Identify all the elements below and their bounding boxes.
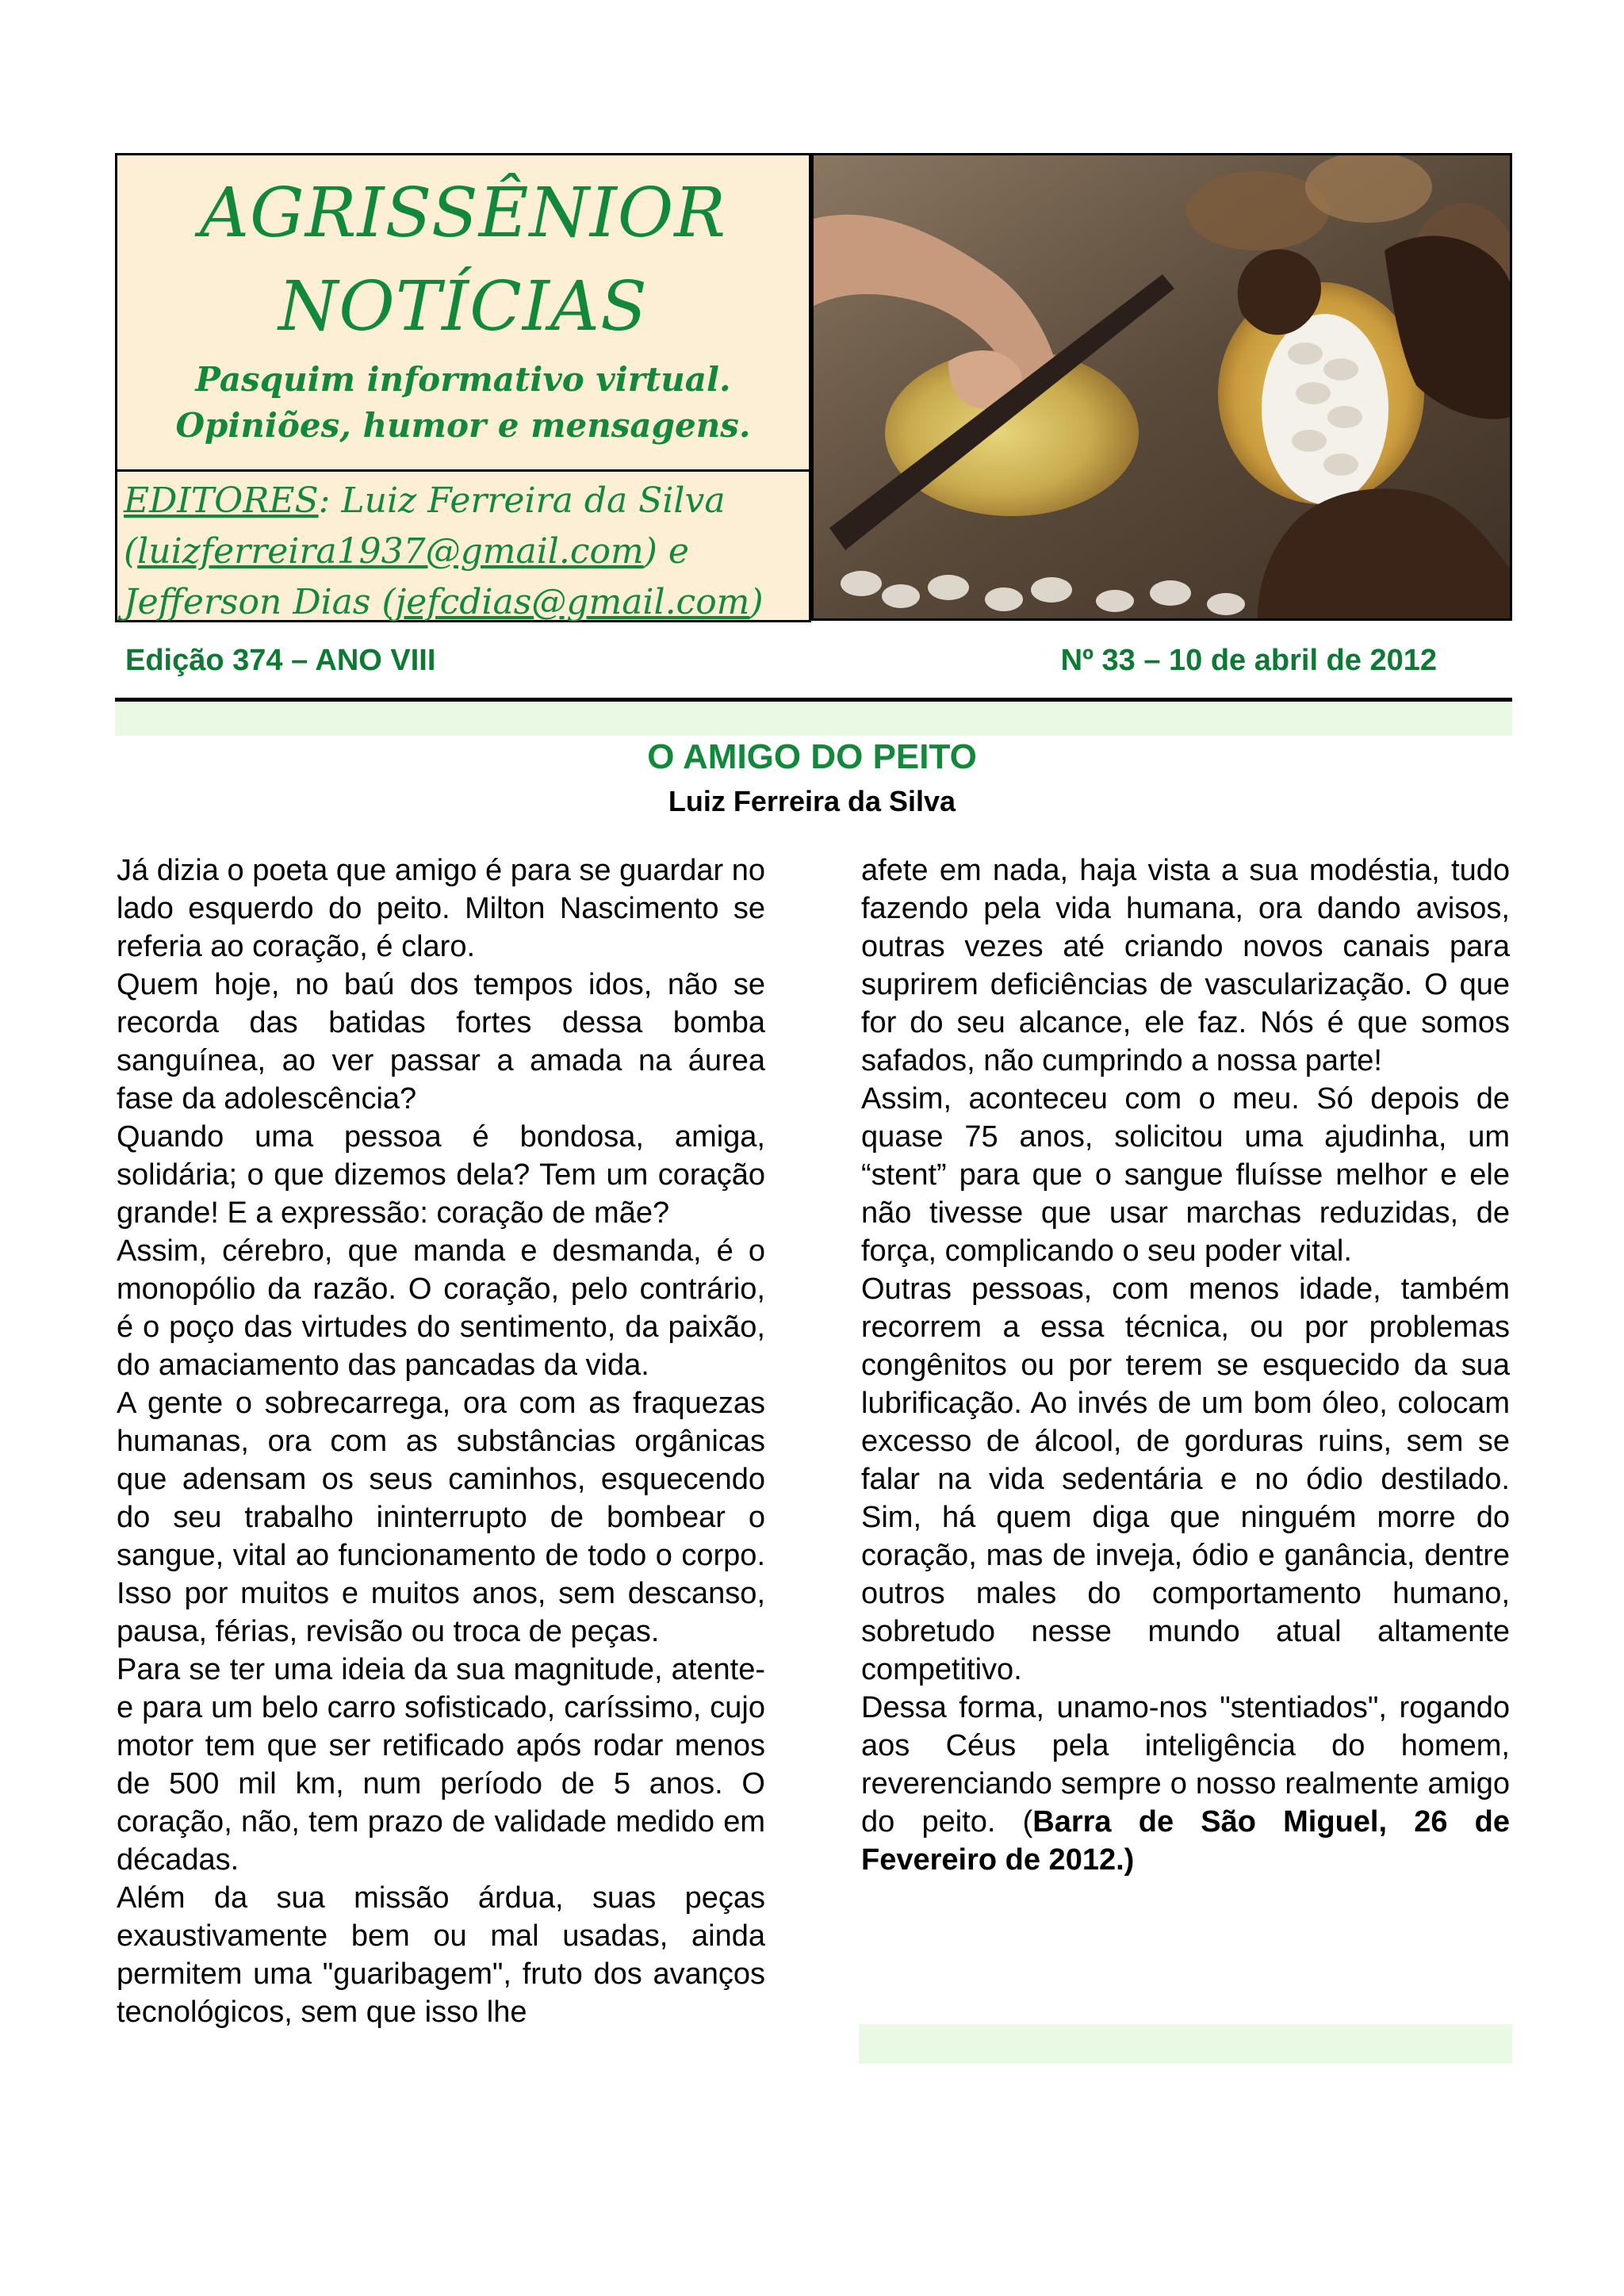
article-paragraph: afete em nada, haja vista a sua modéstia, tudo fazendo pela vida humana, ora dando avisos, outras vezes até criando novos canais para suprirem deficiências de vascularização. O que for do seu alcance, ele faz. Nós é que somos safados, não cumprindo a nossa parte! bbox=[861, 854, 1510, 1077]
cocoa-photo-image bbox=[814, 155, 1510, 618]
edition-date: Nº 33 – 10 de abril de 2012 bbox=[1060, 644, 1437, 677]
masthead-subtitle: Pasquim informativo virtual. bbox=[195, 360, 731, 399]
article-paragraph: Quem hoje, no baú dos tempos idos, não se recorda das batidas fortes dessa bomba sanguínea, ao ver passar a amada na áurea fase da adolescência? bbox=[117, 968, 765, 1115]
editors-colon: : bbox=[318, 480, 331, 521]
editor1-name: Luiz Ferreira da Silva bbox=[330, 480, 726, 521]
editor2-name: Jefferson Dias ( bbox=[124, 582, 396, 622]
masthead-divider bbox=[117, 469, 809, 472]
article-paragraph: Assim, aconteceu com o meu. Só depois de quase 75 anos, solicitou uma ajudinha, um “stent” para que o sangue fluísse melhor e ele não tivesse que usar marchas reduzidas, de força, complicando o seu poder vital. bbox=[861, 1082, 1510, 1268]
editors-label: EDITORES bbox=[124, 480, 319, 521]
article-paragraph: A gente o sobrecarrega, ora com as fraquezas humanas, ora com as substâncias orgânicas que adensam os seus caminhos, esquecendo do seu trabalho ininterrupto de bombear o sangue, vital ao funcionamento de todo o corpo. Isso por muitos e muitos anos, sem descanso, pausa, férias, revisão ou troca de peças. bbox=[117, 1387, 765, 1648]
cocoa-photo bbox=[811, 153, 1512, 621]
article-paragraph: Quando uma pessoa é bondosa, amiga, solidária; o que dizemos dela? Tem um coração grande! E a expressão: coração de mãe? bbox=[117, 1120, 765, 1230]
article-paragraph: Já dizia o poeta que amigo é para se guardar no lado esquerdo do peito. Milton Nascimento se referia ao coração, é claro. bbox=[117, 854, 765, 963]
masthead-title: AGRISSÊNIOR bbox=[199, 174, 727, 253]
article-paragraph: Para se ter uma ideia da sua magnitude, atente-e para um belo carro sofisticado, caríssimo, cujo motor tem que ser retificado após rodar menos de 500 mil km, num período de 5 anos. O coração, não, tem prazo de validade medido em décadas. bbox=[117, 1653, 765, 1877]
masthead bbox=[115, 153, 811, 622]
article-closing-paragraph bbox=[861, 1689, 1510, 1879]
editor2-email-link[interactable]: jefcdias@gmail.com bbox=[395, 582, 750, 622]
article-paragraph: Além da sua missão árdua, suas peças exaustivamente bem ou mal usadas, ainda permitem uma "guaribagem", fruto dos avanços tecnológicos, sem que isso lhe bbox=[117, 1881, 765, 2029]
green-band-bottom bbox=[859, 2024, 1512, 2064]
editors-block bbox=[124, 476, 804, 628]
article-paragraph: Assim, cérebro, que manda e desmanda, é o monopólio da razão. O coração, pelo contrário, é o poço das virtudes do sentimento, da paixão, do amaciamento das pancadas da vida. bbox=[117, 1234, 765, 1382]
article-byline: Luiz Ferreira da Silva bbox=[668, 785, 956, 817]
masthead-subtitle-line2: Opiniões, humor e mensagens. bbox=[175, 406, 751, 445]
header-rule bbox=[115, 698, 1512, 702]
closing-text: Dessa forma, unamo-nos "stentiados", rogando aos Céus pela inteligência do homem, reverenciando sempre o nosso realmente amigo do peito. ( bbox=[861, 1691, 1510, 1839]
masthead-title-block bbox=[117, 155, 809, 469]
editor1-close: ) e bbox=[643, 531, 689, 572]
article-column-1 bbox=[117, 851, 765, 2031]
editor1-open: ( bbox=[124, 531, 138, 572]
editor1-email-link[interactable]: luizferreira1937@gmail.com bbox=[137, 531, 644, 572]
article-paragraph: Outras pessoas, com menos idade, também recorrem a essa técnica, ou por problemas congênitos ou por terem se esquecido da sua lubrificação. Ao invés de um bom óleo, colocam excesso de álcool, de gorduras ruins, sem se falar na vida sedentária e no ódio destilado. Sim, há quem diga que ninguém morre do coração, mas de inveja, ódio e ganância, dentre outros males do comportamento humano, sobretudo nesse mundo atual altamente competitivo. bbox=[861, 1272, 1510, 1686]
article-column-2 bbox=[861, 851, 1510, 1879]
closing-signature: Barra de São Miguel, 26 de Fevereiro de 2012.) bbox=[861, 1805, 1511, 1877]
green-band-top bbox=[115, 702, 1512, 736]
editor2-close: ) bbox=[749, 582, 764, 622]
edition-number: Edição 374 – ANO VIII bbox=[125, 644, 436, 677]
masthead-title-line2: NOTÍCIAS bbox=[278, 267, 648, 346]
article-headline: O AMIGO DO PEITO bbox=[647, 737, 977, 776]
